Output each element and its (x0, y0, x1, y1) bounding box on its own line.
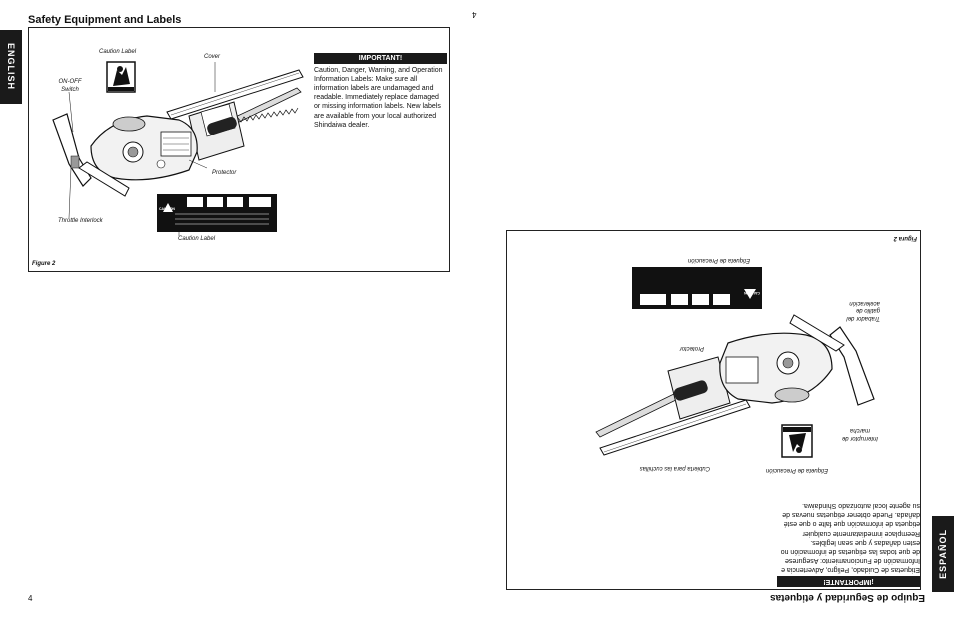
throttle-interlock-label: Trabador del gatillo de aceleración (846, 300, 880, 321)
decal-caution-text: CAUTION (744, 291, 760, 295)
figure-2 (28, 27, 450, 272)
language-tab-espanol (932, 516, 954, 592)
important-notice (777, 501, 920, 587)
protector-label: Protector (212, 170, 237, 176)
caution-label-top: Caution Label (99, 49, 137, 55)
engine-body (720, 333, 832, 403)
important-heading: ¡IMPORTANTE! (777, 576, 920, 587)
cover-label: Cubierta para las cuchillas (639, 465, 710, 471)
caution-pictogram-icon (107, 62, 135, 92)
language-tab-label: ENGLISH (6, 43, 16, 91)
decal-caution-text: CAUTION (159, 207, 175, 211)
blade-cover (600, 400, 750, 455)
page-number-right: 4 (472, 10, 477, 19)
caution-label-bottom: Caution Label (178, 236, 216, 242)
figura-2 (506, 230, 921, 590)
important-body: Etiquetas de Cuidado, Peligro, Advertencia e Información de Funcionamiento: Asegurese de que todas las etiquetas de información no esten dañadas y que sean legibles. Reemplace inmediatamente cualquier etiqueta de información que falte o que esté dañada. Puede obtener etiquetas nuevas de su agente local autorizado Shindaiwa. (780, 502, 920, 573)
protector-label: Protector (679, 345, 704, 351)
important-notice (314, 53, 447, 130)
caution-pictogram-icon (782, 425, 812, 457)
caution-label-bottom: Etiqueta de Precaución (687, 257, 750, 263)
caution-label-top: Etiqueta de Precaución (765, 467, 828, 473)
throttle-interlock-label: Throttle Interlock (58, 218, 103, 224)
caution-decal (632, 267, 762, 309)
important-heading: IMPORTANT! (314, 53, 447, 64)
important-body: Caution, Danger, Warning, and Operation Information Labels: Make sure all information labels are undamaged and readable. Immediately replace damaged or missing information labels. New labels are available from your local authorized Shindaiwa dealer. (314, 67, 443, 129)
page-number: 4 (28, 594, 33, 603)
on-off-switch-label: Interruptor de marcha (841, 427, 879, 441)
language-tab-english (0, 30, 22, 104)
page-title: Safety Equipment and Labels (28, 14, 182, 26)
engine-body (91, 116, 197, 180)
figure-caption: Figura 2 (893, 235, 917, 241)
figure-caption: Figure 2 (32, 261, 56, 267)
cover-label: Cover (204, 54, 221, 60)
page-title-es: Equipo de Seguridad y etiquetas (770, 592, 926, 603)
language-tab-label: ESPAÑOL (938, 529, 948, 579)
on-off-switch-label: ON-OFF Switch (58, 79, 82, 93)
caution-decal (157, 194, 277, 232)
